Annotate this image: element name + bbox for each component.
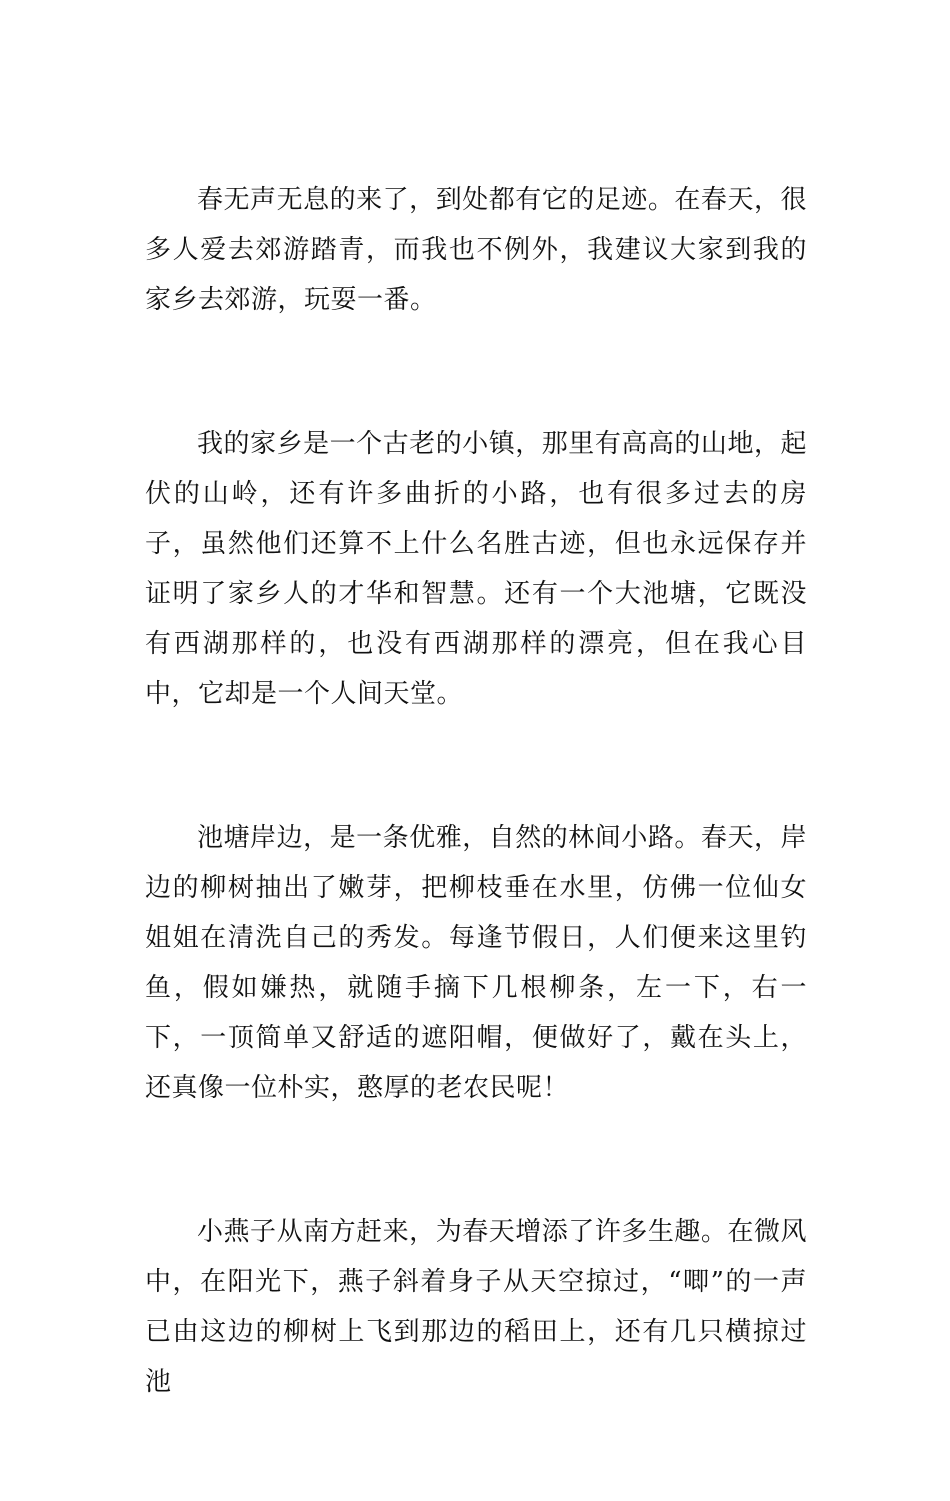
paragraph-1: 春无声无息的来了，到处都有它的足迹。在春天，很多人爱去郊游踏青，而我也不例外，我建议大家到我的家乡去郊游，玩耍一番。 <box>145 185 807 315</box>
paragraph-3: 池塘岸边，是一条优雅，自然的林间小路。春天，岸边的柳树抽出了嫩芽，把柳枝垂在水里，仿佛一位仙女姐姐在清洗自己的秀发。每逢节假日，人们便来这里钓鱼，假如嫌热，就随手摘下几根柳条，左一下，右一下，一顶简单又舒适的遮阳帽，便做好了，戴在头上，还真像一位朴实，憨厚的老农民呢！ <box>145 823 807 1103</box>
paragraph-4: 小燕子从南方赶来，为春天增添了许多生趣。在微风中，在阳光下，燕子斜着身子从天空掠过，“唧”的一声已由这边的柳树上飞到那边的稻田上，还有几只横掠过池 <box>145 1217 807 1397</box>
article-body <box>145 175 807 1501</box>
paragraph-2: 我的家乡是一个古老的小镇，那里有高高的山地，起伏的山岭，还有许多曲折的小路，也有很多过去的房子，虽然他们还算不上什么名胜古迹，但也永远保存并证明了家乡人的才华和智慧。还有一个大池塘，它既没有西湖那样的，也没有西湖那样的漂亮，但在我心目中，它却是一个人间天堂。 <box>145 429 807 709</box>
